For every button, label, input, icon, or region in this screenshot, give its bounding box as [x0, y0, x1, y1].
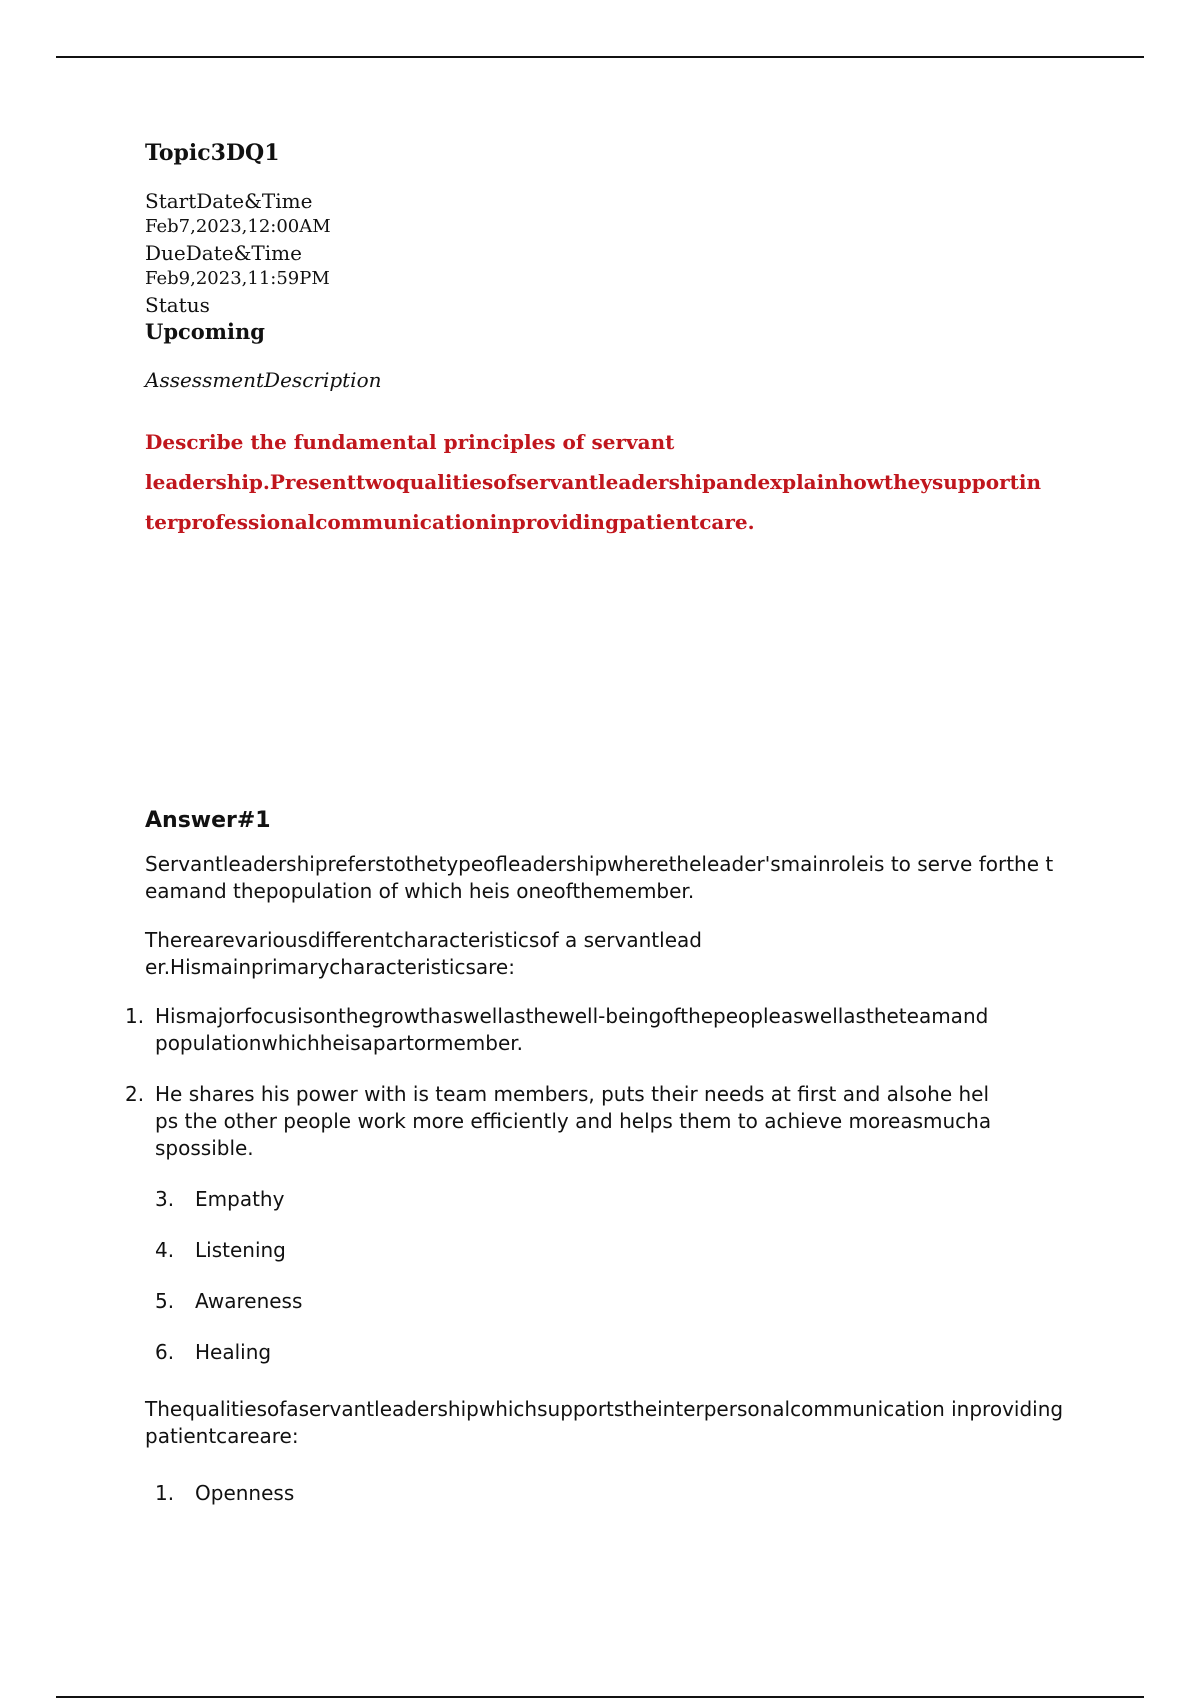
list-number: 2. [125, 1082, 145, 1106]
list-item [125, 1081, 1065, 1162]
list-text: He shares his power with is team members, puts their needs at first and alsohe helps the other people work more efficiently and helps them to achieve moreasmuchaspossible. [155, 1082, 992, 1160]
assessment-prompt [145, 422, 1065, 542]
assessment-header [145, 140, 1065, 542]
list-text: Empathy [195, 1187, 285, 1211]
list-text: Openness [195, 1481, 295, 1505]
list-item [155, 1480, 1065, 1507]
assessment-description-heading: AssessmentDescription [145, 368, 382, 392]
list-item [155, 1237, 1065, 1264]
list-item [155, 1186, 1065, 1213]
list-number: 3. [155, 1187, 175, 1211]
status-label: Status [145, 293, 210, 317]
list-number: 6. [155, 1340, 175, 1364]
start-date-value: Feb7,2023,12:00AM [145, 216, 331, 237]
list-item [155, 1339, 1065, 1366]
list-text: Hismajorfocusisonthegrowthaswellasthewell-beingofthepeopleaswellastheteamandpopulationwhichheisapartormember. [155, 1004, 989, 1055]
answer-intro: Servantleadershipreferstothetypeofleadershipwheretheleader'smainroleis to serve forthe teamand thepopulation of which heis oneofthemember. [145, 852, 1054, 903]
page-title: Topic3DQ1 [145, 140, 280, 166]
top-rule [56, 56, 1144, 58]
answer-title: Answer#1 [145, 808, 271, 833]
start-date-label: StartDate&Time [145, 189, 313, 213]
list-item [155, 1288, 1065, 1315]
list-number: 1. [155, 1481, 175, 1505]
list-text: Healing [195, 1340, 272, 1364]
answer-section [125, 808, 1065, 1531]
prompt-line-2: leadership.Presenttwoqualitiesofservantleadershipandexplainhowtheysupportin [145, 470, 1042, 494]
list-item [125, 1003, 1065, 1057]
prompt-line-1: Describe the fundamental principles of servant [145, 430, 675, 454]
due-date-value: Feb9,2023,11:59PM [145, 268, 330, 289]
list-number: 1. [125, 1004, 145, 1028]
qualities-intro: Thequalitiesofaservantleadershipwhichsupportstheinterpersonalcommunication inprovidingpatientcareare: [145, 1397, 1064, 1448]
list-text: Listening [195, 1238, 286, 1262]
list-number: 5. [155, 1289, 175, 1313]
prompt-line-3: terprofessionalcommunicationinprovidingpatientcare. [145, 510, 755, 534]
bottom-rule [56, 1696, 1144, 1698]
list-number: 4. [155, 1238, 175, 1262]
status-value: Upcoming [145, 319, 265, 344]
due-date-label: DueDate&Time [145, 241, 302, 265]
characteristics-intro: Therearevariousdifferentcharacteristicsof a servantleader.Hismainprimarycharacteristicsare: [145, 928, 702, 979]
list-text: Awareness [195, 1289, 303, 1313]
